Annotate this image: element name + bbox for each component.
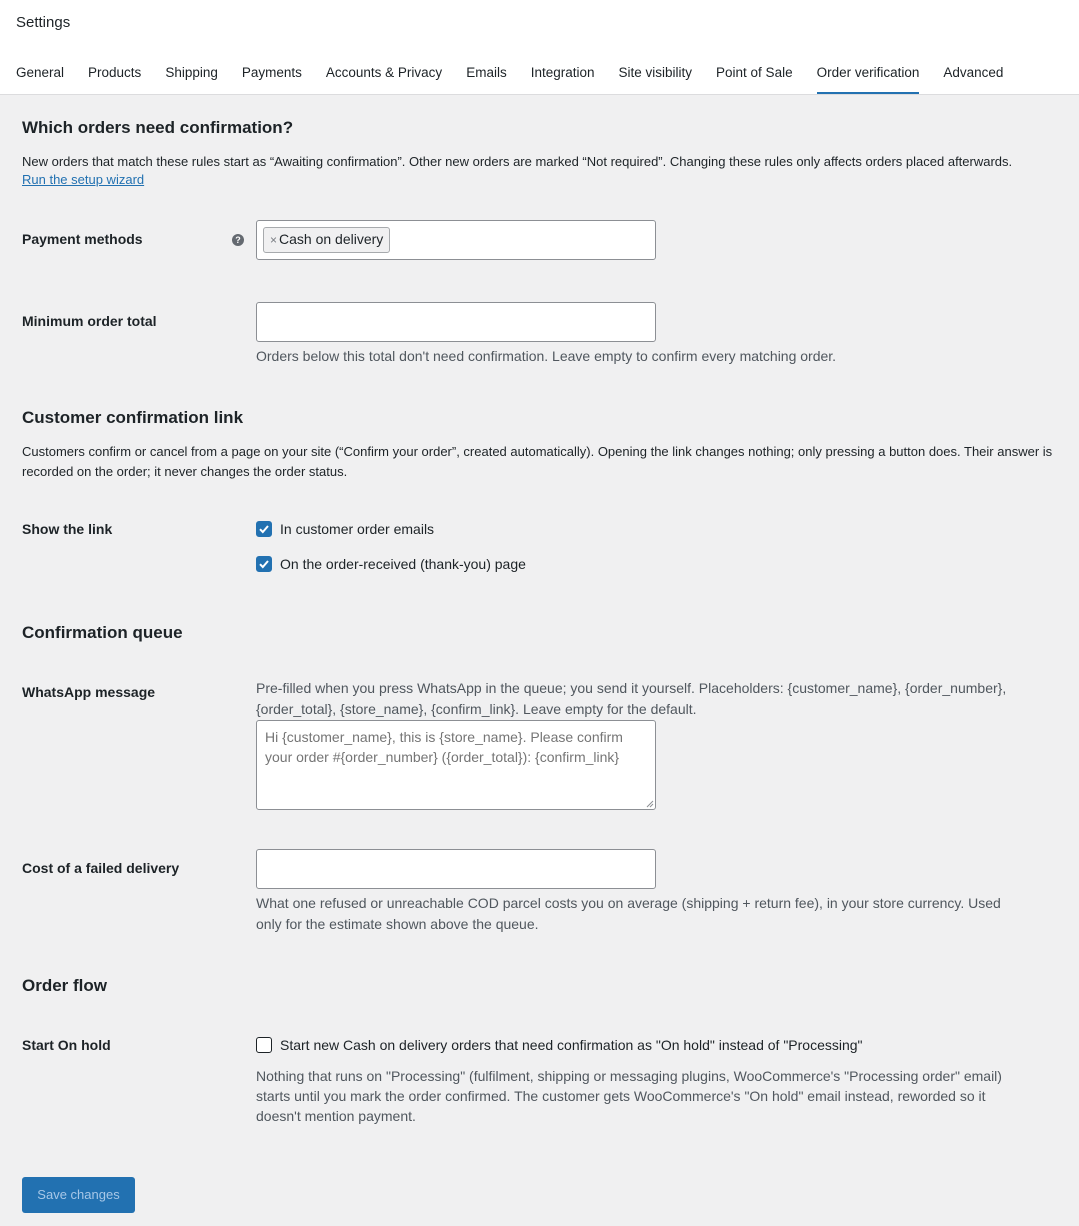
tab-integration[interactable]: Integration (530, 65, 595, 80)
show-link-label: Show the link (22, 521, 113, 537)
payment-methods-select[interactable] (256, 220, 656, 260)
min-order-total-label: Minimum order total (22, 313, 157, 329)
payment-methods-label: Payment methods (22, 231, 143, 247)
section-description-link: Customers confirm or cancel from a page on your site (“Confirm your order”, created automatically). Opening the link changes nothing; only pressing a button does. Their answer is recorded on the order; it never changes the order status. (22, 444, 1053, 479)
checkbox-start-on-hold[interactable] (256, 1037, 272, 1053)
checkbox-start-on-hold-label[interactable]: Start new Cash on delivery orders that need confirmation as "On hold" instead of "Processing" (280, 1037, 863, 1053)
min-order-total-help: Orders below this total don't need confirmation. Leave empty to confirm every matching order. (256, 348, 837, 364)
failed-delivery-help-line-2: only for the estimate shown above the queue. (256, 916, 539, 932)
check-icon (257, 522, 271, 536)
tab-order-verification[interactable]: Order verification (817, 56, 920, 94)
failed-delivery-cost-label: Cost of a failed delivery (22, 860, 180, 876)
settings-header (0, 0, 1079, 95)
section-heading-link: Customer confirmation link (22, 408, 244, 427)
section-heading-orders: Which orders need confirmation? (22, 118, 294, 137)
tab-advanced[interactable]: Advanced (943, 65, 1004, 80)
section-heading-queue: Confirmation queue (22, 623, 183, 642)
tab-accounts-privacy[interactable]: Accounts & Privacy (325, 65, 443, 80)
start-on-hold-help-line-1: Nothing that runs on "Processing" (fulfilment, shipping or messaging plugins, WooCommerce's "Processing order" email) (256, 1068, 1002, 1084)
page-title: Settings (16, 14, 71, 31)
resize-handle-icon[interactable] (646, 800, 654, 808)
tab-general[interactable]: General (16, 65, 65, 80)
payment-method-chip-label: Cash on delivery (279, 231, 384, 247)
checkbox-thankyou-label[interactable]: On the order-received (thank-you) page (280, 556, 526, 572)
section-heading-flow: Order flow (22, 976, 108, 995)
min-order-total-input[interactable] (256, 302, 656, 342)
checkbox-emails[interactable] (256, 521, 272, 537)
setup-wizard-link[interactable]: Run the setup wizard (22, 172, 145, 187)
checkbox-thankyou[interactable] (256, 556, 272, 572)
start-on-hold-label: Start On hold (22, 1037, 111, 1053)
tab-site-visibility[interactable]: Site visibility (618, 65, 693, 80)
start-on-hold-help-line-3: doesn't mention payment. (256, 1108, 416, 1124)
whatsapp-message-label: WhatsApp message (22, 684, 156, 700)
tab-emails[interactable]: Emails (466, 65, 507, 80)
failed-delivery-help-line-1: What one refused or unreachable COD parcel costs you on average (shipping + return fee), in your store currency. Used (256, 895, 1001, 911)
question-icon[interactable]: ? (232, 234, 244, 246)
whatsapp-help-line-2: {order_total}, {store_name}, {confirm_link}. Leave empty for the default. (256, 701, 697, 717)
save-changes-button[interactable]: Save changes (22, 1177, 135, 1213)
whatsapp-message-textarea[interactable] (256, 720, 656, 810)
settings-tabs (16, 56, 1027, 94)
start-on-hold-help-line-2: starts until you mark the order confirmed. The customer gets WooCommerce's "On hold" email instead, reworded so it (256, 1088, 986, 1104)
section-description-orders: New orders that match these rules start as “Awaiting confirmation”. Other new orders are marked “Not required”. Changing these rules only affects orders placed afterwards. (22, 154, 1013, 169)
check-icon (257, 557, 271, 571)
tab-payments[interactable]: Payments (241, 65, 302, 80)
remove-chip-icon[interactable]: × (270, 233, 278, 247)
tab-shipping[interactable]: Shipping (165, 65, 218, 80)
tab-products[interactable]: Products (88, 65, 142, 80)
checkbox-emails-label[interactable]: In customer order emails (280, 521, 435, 537)
tab-point-of-sale[interactable]: Point of Sale (716, 65, 793, 80)
payment-method-chip (263, 227, 390, 253)
failed-delivery-cost-input[interactable] (256, 849, 656, 889)
whatsapp-help-line-1: Pre-filled when you press WhatsApp in the queue; you send it yourself. Placeholders: {customer_name}, {order_number}, (256, 680, 1007, 696)
